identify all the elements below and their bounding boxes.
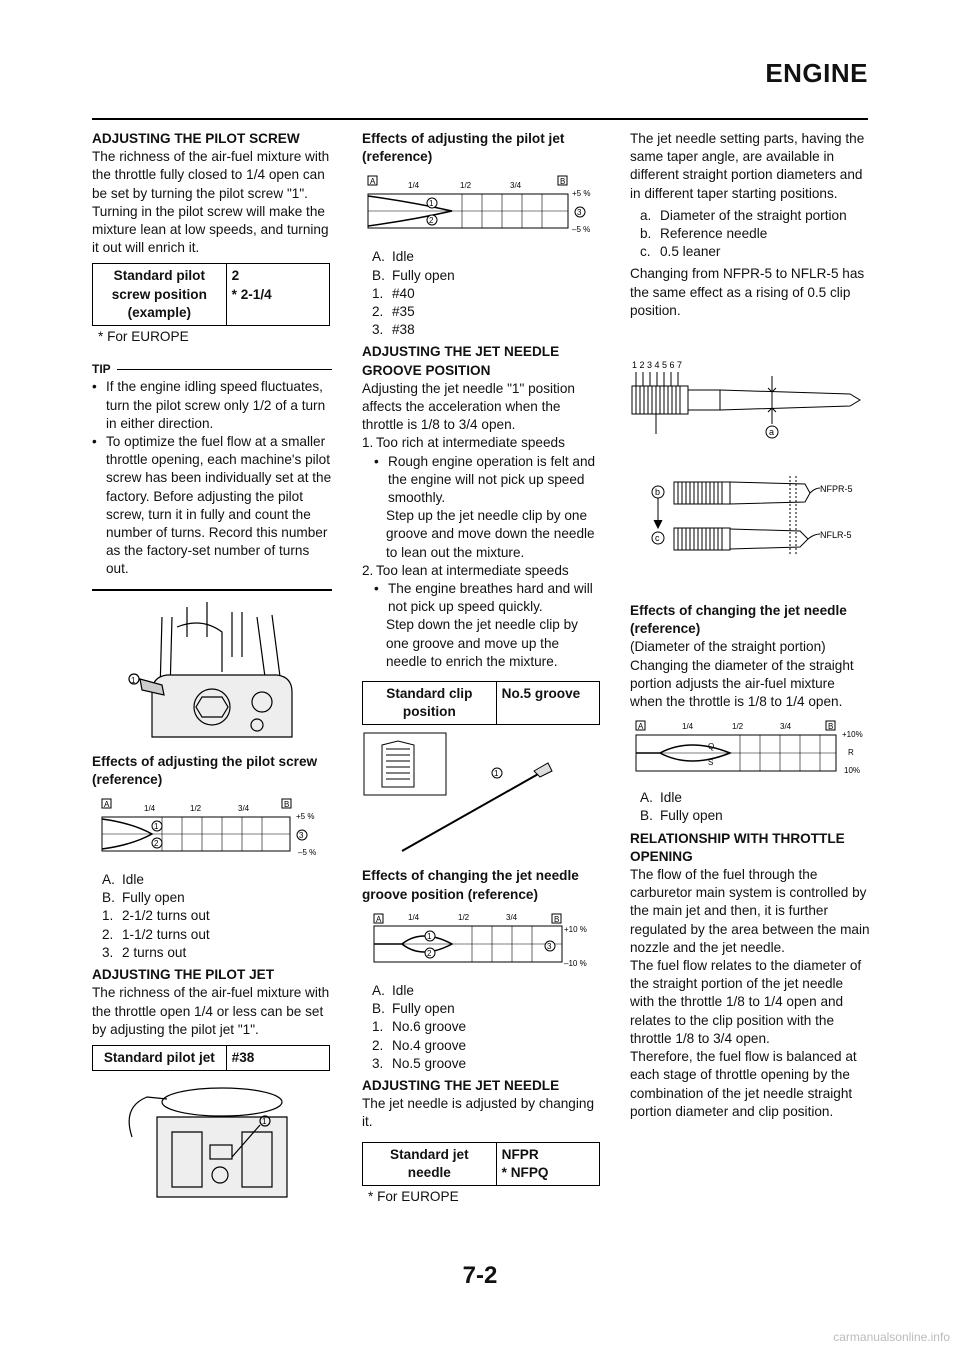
- lean-bullet: • The engine breathes hard and will not pick up speed quickly.: [362, 580, 602, 616]
- graph-callout-2: 2: [154, 839, 159, 849]
- needle-diameter-legend: [630, 789, 870, 825]
- legend-value: #35: [392, 304, 415, 320]
- legend-value: 2 turns out: [122, 944, 187, 960]
- legend-key: b.: [640, 226, 652, 242]
- carburetor-pilot-jet-illustration: [92, 1077, 330, 1207]
- groove-legend: [362, 982, 602, 1073]
- tip-label: TIP: [92, 362, 111, 377]
- legend-key: 3.: [372, 1055, 384, 1071]
- effects-pilot-jet-heading: Effects of adjusting the pilot jet (reference): [362, 131, 565, 165]
- legend-key: a.: [640, 207, 652, 223]
- graph-tick-3-4: 3/4: [238, 804, 250, 814]
- needle-label-nfpr: NFPR-5: [820, 484, 853, 495]
- legend-key: 1.: [372, 1019, 384, 1035]
- legend-value: Idle: [122, 872, 144, 888]
- legend-key: 1.: [372, 285, 384, 301]
- legend-value: Fully open: [392, 267, 455, 283]
- rich-step: Step up the jet needle clip by one groove and move down the needle to lean out the mixture.: [386, 508, 595, 560]
- graph-label-a: A: [376, 914, 382, 924]
- std-label: Standard jet needle: [363, 1143, 497, 1185]
- legend-item: [102, 944, 332, 962]
- legend-key: 2.: [372, 304, 384, 320]
- legend-value: Idle: [392, 249, 414, 265]
- graph-callout-3: 3: [547, 941, 552, 951]
- tip-heading: [92, 360, 332, 378]
- graph-minus: –10 %: [564, 958, 587, 968]
- legend-item: [372, 1055, 602, 1073]
- effects-groove-heading: Effects of changing the jet needle groove position (reference): [362, 868, 579, 902]
- callout-1: 1: [131, 675, 136, 685]
- legend-item: [102, 871, 332, 889]
- graph-callout-2: 2: [429, 216, 434, 226]
- graph-plus: +5 %: [296, 812, 315, 822]
- callout-a: a: [769, 427, 775, 438]
- tip-end-rule: [92, 589, 332, 591]
- pilot-screw-graph: [92, 795, 330, 865]
- legend-key: B.: [372, 267, 385, 283]
- legend-item: [640, 807, 870, 825]
- needle-parts-intro: The jet needle setting parts, having the same taper angle, are available in different straight portion diameters and in different taper starting positions.: [630, 131, 865, 201]
- legend-item: [102, 926, 332, 944]
- legend-item: [640, 789, 870, 807]
- legend-key: B.: [372, 1001, 385, 1017]
- item-title: Too lean at intermediate speeds: [376, 562, 569, 578]
- graph-callout-1: 1: [429, 199, 434, 209]
- effects-pilot-screw-heading: Effects of adjusting the pilot screw (reference): [92, 753, 318, 787]
- graph-tick-3-4: 3/4: [780, 722, 792, 732]
- legend-key: 2.: [372, 1037, 384, 1053]
- item-number: 1.: [362, 435, 374, 451]
- needle-label-nflr: NFLR-5: [820, 530, 852, 541]
- graph-callout-3: 3: [299, 831, 304, 841]
- throttle-text-2: The fuel flow relates to the diameter of the straight portion of the jet needle with the throttle 1/8 to 1/4 open and relates to the clip position with the throttle 1/8 to 3/4 open.: [630, 958, 862, 1046]
- legend-value: No.4 groove: [392, 1037, 467, 1053]
- callout-c: c: [655, 533, 660, 544]
- graph-tick-1-2: 1/2: [732, 722, 744, 732]
- graph-tick-1-2: 1/2: [190, 804, 202, 814]
- needle-parts-list: [630, 207, 870, 262]
- jet-needle-heading: ADJUSTING THE JET NEEDLE: [362, 1077, 560, 1093]
- legend-value: 0.5 leaner: [660, 244, 721, 260]
- legend-value: #40: [392, 285, 415, 301]
- effects-needle-subheading: (Diameter of the straight portion): [630, 639, 826, 655]
- legend-item: [640, 225, 870, 243]
- legend-item: [640, 243, 870, 261]
- pilot-jet-legend: [362, 248, 602, 339]
- jet-needle-clip-illustration: [362, 731, 600, 861]
- legend-item: [372, 321, 602, 339]
- legend-item: [372, 1037, 602, 1055]
- pilot-screw-heading: ADJUSTING THE PILOT SCREW: [92, 131, 300, 146]
- legend-key: A.: [102, 872, 115, 888]
- legend-value: Fully open: [392, 1001, 455, 1017]
- std-clip-table: [362, 681, 600, 725]
- legend-item: [102, 907, 332, 925]
- std-label: Standard pilot jet: [93, 1046, 227, 1070]
- effects-needle-text: Changing the diameter of the straight portion adjusts the air-fuel mixture when the throttle is 1/8 to 1/4 open.: [630, 657, 854, 710]
- legend-item: [372, 303, 602, 321]
- jet-needle-text: The jet needle is adjusted by changing it.: [362, 1096, 595, 1130]
- graph-tick-1-2: 1/2: [458, 912, 470, 922]
- graph-label-b: B: [284, 800, 290, 810]
- legend-key: A.: [372, 982, 385, 998]
- legend-key: B.: [640, 808, 653, 824]
- graph-callout-1: 1: [154, 822, 159, 832]
- graph-plus: +5 %: [572, 189, 591, 199]
- callout-1: 1: [262, 1117, 267, 1127]
- graph-label-a: A: [370, 177, 376, 187]
- graph-tick-1-4: 1/4: [408, 181, 420, 191]
- legend-item: [372, 267, 602, 285]
- pilot-jet-heading: ADJUSTING THE PILOT JET: [92, 967, 275, 983]
- section-title: ENGINE: [765, 58, 868, 88]
- graph-label-q: Q: [708, 742, 715, 752]
- graph-label-b: B: [554, 914, 560, 924]
- std-value-b: * NFPQ: [501, 1164, 549, 1180]
- graph-callout-1: 1: [427, 931, 432, 941]
- graph-plus: +10 %: [564, 924, 587, 934]
- graph-plus: +10%: [842, 730, 863, 740]
- graph-label-b: B: [560, 177, 566, 187]
- std-jet-needle-table: [362, 1142, 600, 1186]
- legend-value: No.6 groove: [392, 1019, 467, 1035]
- watermark: carmanualsonline.info: [833, 1330, 950, 1344]
- rich-item: [362, 434, 602, 452]
- legend-item: [372, 1000, 602, 1018]
- lean-step: Step down the jet needle clip by one groove and move up the needle to enrich the mixture.: [386, 617, 578, 669]
- legend-item: [640, 207, 870, 225]
- column-2: [362, 130, 602, 1206]
- graph-callout-2: 2: [427, 948, 432, 958]
- legend-item: [372, 248, 602, 266]
- std-value: #38: [231, 1049, 255, 1065]
- graph-tick-1-4: 1/4: [144, 804, 156, 814]
- carburetor-pilot-screw-illustration: [92, 597, 330, 747]
- legend-value: Idle: [392, 982, 414, 998]
- legend-key: 2.: [102, 926, 114, 942]
- groove-position-graph: [362, 910, 600, 976]
- item-number: 2.: [362, 562, 374, 578]
- lean-item: [362, 562, 602, 580]
- needle-change-text: Changing from NFPR-5 to NFLR-5 has the same effect as a rising of 0.5 clip position.: [630, 266, 865, 318]
- column-1: [92, 130, 332, 1213]
- graph-tick-1-4: 1/4: [682, 722, 694, 732]
- graph-tick-1-2: 1/2: [460, 181, 472, 191]
- pilot-screw-legend: [92, 871, 332, 962]
- throttle-text-3: Therefore, the fuel flow is balanced at each stage of throttle opening by the combination of the jet needle straight portion diameter and clip position.: [630, 1049, 857, 1119]
- effects-needle-heading: Effects of changing the jet needle (reference): [630, 603, 847, 637]
- graph-label-a: A: [638, 722, 644, 732]
- item-title: Too rich at intermediate speeds: [376, 435, 565, 451]
- legend-value: Fully open: [122, 890, 185, 906]
- throttle-text-1: The flow of the fuel through the carburetor main system is controlled by the main jet and then, it is further regulated by the area between the main nozzle and the jet needle.: [630, 867, 870, 955]
- std-value-b: * 2-1/4: [231, 286, 272, 302]
- legend-value: 2-1/2 turns out: [122, 908, 210, 924]
- std-value-a: 2: [231, 268, 240, 284]
- pilot-screw-text: The richness of the air-fuel mixture with the throttle fully closed to 1/4 open can be set by turning the pilot screw "1". Turning in the pilot screw will make the mixture lean at low speeds, and turning it out will enrich it.: [92, 149, 330, 256]
- legend-key: A.: [372, 249, 385, 265]
- legend-key: B.: [102, 890, 115, 906]
- jet-needle-diagram: [630, 326, 868, 596]
- header-rule: [92, 118, 868, 120]
- legend-key: 3.: [102, 944, 114, 960]
- std-pilot-screw-table: [92, 263, 330, 326]
- pilot-jet-graph: [362, 172, 600, 242]
- std-label: Standard clip position: [363, 682, 497, 724]
- graph-callout-3: 3: [577, 208, 582, 218]
- std-value-a: NFPR: [501, 1146, 539, 1162]
- tip-text: To optimize the fuel flow at a smaller throttle opening, each machine's pilot screw has been individually set at the factory. Before adjusting the pilot screw, turn it in fully and count the number of turns. Record this number as the factory-set number of turns out.: [106, 434, 332, 577]
- needle-diameter-graph: [630, 717, 868, 783]
- graph-minus: 10%: [844, 766, 861, 776]
- page-number: 7-2: [462, 1262, 498, 1289]
- tip-box: [92, 360, 332, 590]
- graph-label-r: R: [848, 748, 854, 758]
- std-value: No.5 groove: [501, 686, 581, 702]
- legend-value: Diameter of the straight portion: [660, 207, 847, 223]
- legend-item: [102, 889, 332, 907]
- graph-label-a: A: [104, 800, 110, 810]
- tip-text: If the engine idling speed fluctuates, turn the pilot screw only 1/2 of a turn in either direction.: [106, 379, 326, 431]
- legend-value: Idle: [660, 790, 682, 806]
- callout-1: 1: [494, 769, 499, 779]
- legend-key: 1.: [102, 908, 114, 924]
- tip-item: • To optimize the fuel flow at a smaller throttle opening, each machine's pilot screw has been individually set at the factory. Before adjusting the pilot screw, turn it in fully and count the number of turns. Record this number as the factory-set number of turns out.: [92, 433, 332, 579]
- legend-key: 3.: [372, 322, 384, 338]
- column-3: [630, 130, 870, 1121]
- legend-item: [372, 285, 602, 303]
- legend-item: [372, 1018, 602, 1036]
- graph-minus: –5 %: [298, 848, 317, 858]
- legend-value: No.5 groove: [392, 1055, 467, 1071]
- footnote: * For EUROPE: [368, 1188, 459, 1204]
- legend-value: Fully open: [660, 808, 723, 824]
- bullet-text: Rough engine operation is felt and the engine will not pick up speed smoothly.: [388, 453, 596, 506]
- footnote: * For EUROPE: [98, 329, 189, 345]
- legend-key: A.: [640, 790, 653, 806]
- graph-minus: –5 %: [572, 225, 591, 235]
- legend-key: c.: [640, 244, 651, 260]
- std-value: [227, 264, 329, 325]
- clip-numbers: 1 2 3 4 5 6 7: [632, 360, 683, 371]
- bullet-text: The engine breathes hard and will not pick up speed quickly.: [388, 581, 593, 615]
- graph-label-b: B: [828, 722, 834, 732]
- pilot-jet-text: The richness of the air-fuel mixture with the throttle open 1/4 or less can be set by adjusting the pilot jet "1".: [92, 985, 330, 1037]
- std-value: [497, 1143, 599, 1185]
- std-label: Standard pilot screw position (example): [93, 264, 227, 325]
- graph-tick-3-4: 3/4: [506, 912, 518, 922]
- legend-value: Reference needle: [660, 226, 768, 242]
- rich-bullet: • Rough engine operation is felt and the engine will not pick up speed smoothly.: [362, 453, 602, 508]
- legend-item: [372, 982, 602, 1000]
- graph-tick-3-4: 3/4: [510, 181, 522, 191]
- groove-position-heading: ADJUSTING THE JET NEEDLE GROOVE POSITION: [362, 344, 560, 378]
- tip-item: • If the engine idling speed fluctuates, turn the pilot screw only 1/2 of a turn in either direction.: [92, 378, 332, 433]
- legend-value: #38: [392, 322, 415, 338]
- legend-value: 1-1/2 turns out: [122, 926, 210, 942]
- graph-tick-1-4: 1/4: [408, 912, 420, 922]
- graph-label-s: S: [708, 758, 714, 768]
- groove-position-text: Adjusting the jet needle "1" position affects the acceleration when the throttle is 1/8 to 3/4 open.: [362, 380, 575, 433]
- throttle-relationship-heading: RELATIONSHIP WITH THROTTLE OPENING: [630, 830, 845, 864]
- std-pilot-jet-table: [92, 1045, 330, 1071]
- callout-b: b: [655, 487, 661, 498]
